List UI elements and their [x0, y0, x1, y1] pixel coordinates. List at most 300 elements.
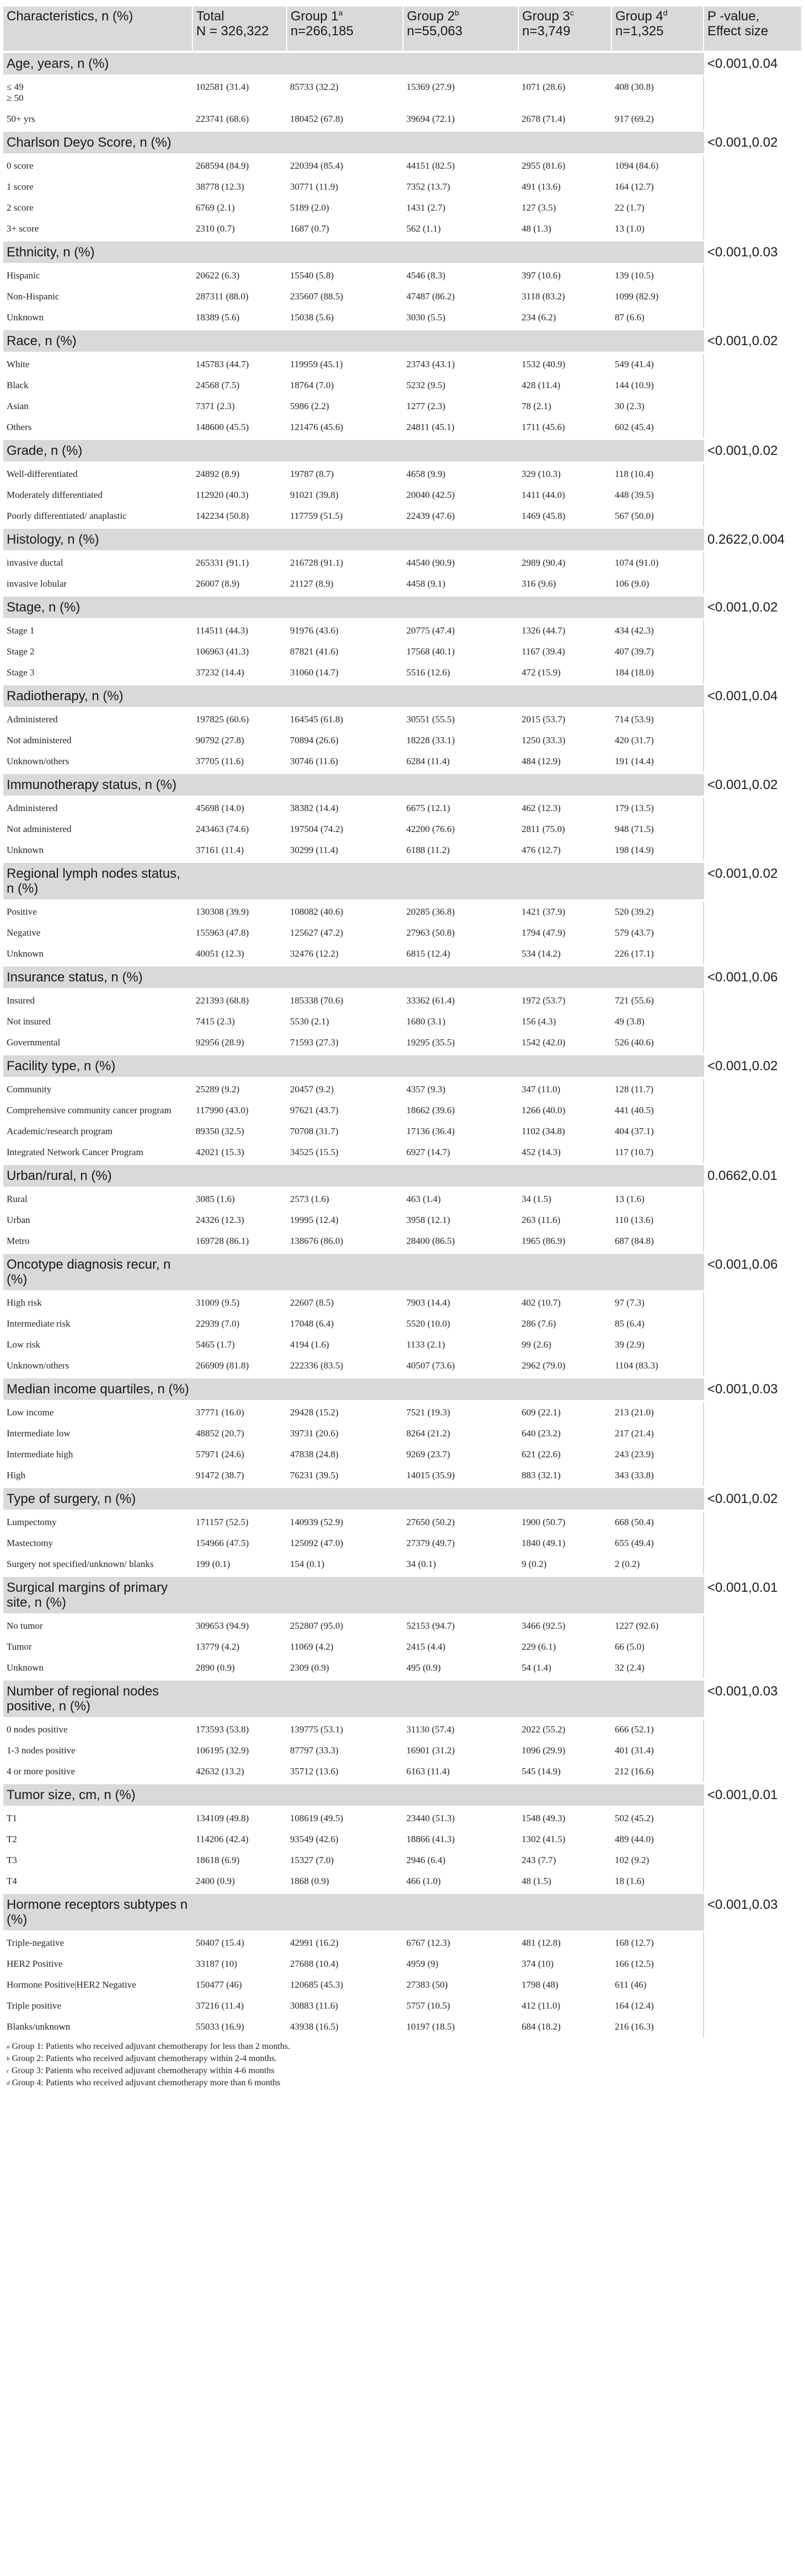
cell-total: 102581 (31.4) — [196, 82, 249, 92]
table-row — [3, 1718, 802, 1740]
section-spacer — [287, 131, 403, 154]
table-row — [3, 353, 802, 375]
section-title: Hormone receptors subtypes n (%) — [3, 1893, 192, 1931]
section-title: Facility type, n (%) — [3, 1054, 192, 1078]
row-label: Moderately differentiated — [7, 490, 103, 500]
section-spacer — [403, 1679, 518, 1718]
cell-group4: 164 (12.7) — [615, 181, 654, 192]
table-row — [3, 1829, 802, 1850]
cell-group3: 234 (6.2) — [522, 312, 556, 323]
cell-group4: 1104 (83.3) — [615, 1360, 658, 1371]
section-pvalue: <0.001,0.01 — [704, 1783, 802, 1807]
cell-group3: 412 (11.0) — [522, 2000, 561, 2011]
table-row — [3, 573, 802, 595]
cell-group1: 18764 (7.0) — [290, 380, 334, 390]
section-spacer — [403, 684, 518, 708]
section-title: Grade, n (%) — [3, 439, 192, 463]
table-row — [3, 485, 802, 506]
cell-total: 268594 (84.9) — [196, 160, 249, 171]
cell-group1: 164545 (61.8) — [290, 714, 344, 724]
table-row — [3, 1954, 802, 1974]
cell-pvalue-empty — [704, 1188, 802, 1210]
cell-group3: 374 (10) — [522, 1958, 554, 1969]
cell-pvalue-empty — [704, 1829, 802, 1850]
row-label: 0 nodes positive — [7, 1724, 68, 1735]
cell-total: 5465 (1.7) — [196, 1339, 235, 1350]
cell-pvalue-empty — [704, 1313, 802, 1334]
cell-pvalue-empty — [704, 1011, 802, 1032]
cell-group1: 4194 (1.6) — [290, 1339, 329, 1350]
section-pvalue: <0.001,0.02 — [704, 773, 802, 797]
cell-pvalue-empty — [704, 1850, 802, 1871]
section-spacer — [518, 52, 611, 76]
row-label: No tumor — [7, 1620, 43, 1631]
cell-total: 37705 (11.6) — [196, 756, 244, 766]
cell-group1: 252807 (95.0) — [290, 1620, 344, 1631]
footnote-mark: c — [7, 2068, 9, 2074]
cell-group2: 14015 (35.9) — [406, 1470, 455, 1480]
cell-group3: 243 (7.7) — [522, 1855, 556, 1865]
cell-group3: 34 (1.5) — [522, 1194, 551, 1204]
cell-total: 243463 (74.6) — [196, 824, 249, 834]
cell-group4: 30 (2.3) — [615, 401, 645, 411]
cell-group4: 434 (42.3) — [615, 625, 654, 636]
section-spacer — [518, 1253, 611, 1291]
cell-group4: 1074 (91.0) — [615, 557, 659, 568]
cell-total: 309653 (94.9) — [196, 1620, 249, 1631]
row-label: Community — [7, 1084, 52, 1094]
cell-group2: 17136 (36.4) — [406, 1126, 455, 1136]
cell-group1: 108082 (40.6) — [290, 906, 344, 917]
section-spacer — [403, 439, 518, 463]
section-spacer — [611, 329, 704, 353]
cell-pvalue-empty — [704, 1291, 802, 1313]
cell-group2: 5232 (9.5) — [406, 380, 446, 390]
section-spacer — [192, 1576, 287, 1614]
cell-pvalue-empty — [704, 463, 802, 485]
section-spacer — [192, 240, 287, 264]
section-spacer — [192, 528, 287, 551]
cell-group4: 13 (1.0) — [615, 223, 645, 234]
cell-group2: 1133 (2.1) — [406, 1339, 446, 1350]
cell-group4: 721 (55.6) — [615, 995, 654, 1006]
cell-group1: 138676 (86.0) — [290, 1236, 344, 1246]
cell-group1: 70708 (31.7) — [290, 1126, 339, 1136]
footnote-mark: b — [7, 2056, 10, 2062]
cell-group4: 18 (1.6) — [615, 1876, 645, 1886]
row-label: 4 or more positive — [7, 1766, 76, 1777]
section-spacer — [611, 684, 704, 708]
section-spacer — [287, 595, 403, 619]
section-title: Stage, n (%) — [3, 595, 192, 619]
cell-total: 24326 (12.3) — [196, 1215, 244, 1225]
table-row — [3, 1188, 802, 1210]
cell-group4: 117 (10.7) — [615, 1147, 654, 1157]
cell-pvalue-empty — [704, 1761, 802, 1783]
cell-pvalue-empty — [704, 2016, 802, 2037]
footnote — [7, 2065, 802, 2077]
cell-group2: 44151 (82.5) — [406, 160, 455, 171]
cell-group4: 212 (16.6) — [615, 1766, 654, 1777]
cell-group3: 609 (22.1) — [522, 1407, 561, 1418]
section-header-row — [3, 1054, 802, 1078]
section-spacer — [518, 965, 611, 989]
cell-pvalue-empty — [704, 1636, 802, 1657]
cell-total: 89350 (32.5) — [196, 1126, 244, 1136]
row-label: Intermediate high — [7, 1449, 73, 1459]
cell-group4: 144 (10.9) — [615, 380, 654, 390]
section-spacer — [287, 1164, 403, 1188]
section-spacer — [518, 131, 611, 154]
row-label: Metro — [7, 1236, 30, 1246]
row-label: 1-3 nodes positive — [7, 1745, 76, 1756]
section-pvalue: 0.2622,0.004 — [704, 528, 802, 551]
cell-group1: 108619 (49.5) — [290, 1813, 344, 1823]
cell-group1: 1687 (0.7) — [290, 223, 329, 234]
table-row — [3, 1871, 802, 1893]
section-header-row — [3, 1783, 802, 1807]
cell-group3: 1965 (86.9) — [522, 1236, 566, 1246]
cell-pvalue-empty — [704, 176, 802, 197]
section-spacer — [518, 329, 611, 353]
cell-group2: 4959 (9) — [406, 1958, 439, 1969]
cell-group2: 6675 (12.1) — [406, 803, 450, 813]
section-spacer — [192, 1783, 287, 1807]
table-row — [3, 1636, 802, 1657]
section-spacer — [611, 595, 704, 619]
section-header-row — [3, 684, 802, 708]
cell-group2: 23440 (51.3) — [406, 1813, 455, 1823]
cell-group4: 85 (6.4) — [615, 1318, 645, 1329]
cell-pvalue-empty — [704, 1718, 802, 1740]
row-label: HER2 Positive — [7, 1958, 63, 1969]
cell-total: 24568 (7.5) — [196, 380, 240, 390]
row-label: Unknown — [7, 312, 44, 323]
section-spacer — [192, 1054, 287, 1078]
cell-pvalue-empty — [704, 662, 802, 684]
cell-group1: 17048 (6.4) — [290, 1318, 334, 1329]
cell-total: 26007 (8.9) — [196, 578, 240, 589]
cell-group4: 1227 (92.6) — [615, 1620, 659, 1631]
table-row — [3, 109, 802, 131]
cell-total: 2310 (0.7) — [196, 223, 235, 234]
cell-group3: 1096 (29.9) — [522, 1745, 566, 1756]
cell-group4: 164 (12.4) — [615, 2000, 654, 2011]
cell-group4: 441 (40.5) — [615, 1105, 654, 1115]
cell-group3: 640 (23.2) — [522, 1428, 561, 1439]
cell-group3: 2989 (90.4) — [522, 557, 566, 568]
cell-group1: 27688 (10.4) — [290, 1958, 339, 1969]
cell-group2: 2946 (6.4) — [406, 1855, 446, 1865]
cell-group3: 1469 (45.8) — [522, 511, 566, 521]
footnote-text: Group 1: Patients who received adjuvant chemotherapy for less than 2 months. — [12, 2042, 291, 2051]
section-spacer — [287, 52, 403, 76]
table-row — [3, 1554, 802, 1576]
cell-group3: 263 (11.6) — [522, 1215, 561, 1225]
cell-group3: 316 (9.6) — [522, 578, 556, 589]
footnote-text: Group 3: Patients who received adjuvant chemotherapy within 4-6 months — [11, 2066, 275, 2075]
section-spacer — [611, 1893, 704, 1931]
section-spacer — [192, 1253, 287, 1291]
table-body — [3, 52, 802, 2037]
row-label: 2 score — [7, 202, 34, 213]
section-header-row — [3, 1253, 802, 1291]
table-row — [3, 1231, 802, 1253]
table-row — [3, 819, 802, 840]
section-header-row — [3, 862, 802, 900]
section-spacer — [192, 1164, 287, 1188]
table-row — [3, 1100, 802, 1121]
cell-group2: 44540 (90.9) — [406, 557, 455, 568]
footnote-mark: a — [7, 2043, 10, 2050]
cell-group2: 15369 (27.9) — [406, 82, 455, 92]
table-row — [3, 1657, 802, 1679]
cell-pvalue-empty — [704, 1554, 802, 1576]
cell-total: 42021 (15.3) — [196, 1147, 244, 1157]
cell-pvalue-empty — [704, 353, 802, 375]
cell-group2: 1277 (2.3) — [406, 401, 446, 411]
cell-group3: 476 (12.7) — [522, 845, 561, 855]
section-spacer — [611, 52, 704, 76]
section-spacer — [287, 329, 403, 353]
cell-group2: 1431 (2.7) — [406, 202, 446, 213]
table-row — [3, 307, 802, 329]
cell-total: 50407 (15.4) — [196, 1938, 244, 1948]
cell-group2: 8264 (21.2) — [406, 1428, 450, 1439]
section-spacer — [192, 439, 287, 463]
section-spacer — [403, 1054, 518, 1078]
cell-group1: 121476 (45.6) — [290, 422, 344, 432]
table-row — [3, 1355, 802, 1377]
cell-group4: 139 (10.5) — [615, 270, 654, 281]
cell-total: 42632 (13.2) — [196, 1766, 244, 1777]
header-group3: Group 3$^c$ n=3,749 — [518, 7, 611, 52]
table-row — [3, 506, 802, 528]
row-label: Unknown — [7, 845, 44, 855]
section-pvalue: <0.001,0.02 — [704, 1487, 802, 1511]
cell-pvalue-empty — [704, 900, 802, 922]
footnote-mark: d — [7, 2080, 10, 2086]
section-title: Number of regional nodes positive, n (%) — [3, 1679, 192, 1718]
cell-group2: 34 (0.1) — [406, 1559, 436, 1569]
cell-group4: 87 (6.6) — [615, 312, 645, 323]
cell-group4: 666 (52.1) — [615, 1724, 654, 1735]
cell-total: 24892 (8.9) — [196, 469, 240, 479]
cell-total: 37771 (16.0) — [196, 1407, 244, 1418]
cell-group1: 97621 (43.7) — [290, 1105, 339, 1115]
cell-group3: 481 (12.8) — [522, 1938, 561, 1948]
table-row — [3, 900, 802, 922]
cell-group1: 120685 (45.3) — [290, 1979, 344, 1990]
section-pvalue: <0.001,0.02 — [704, 329, 802, 353]
cell-total: 265331 (91.1) — [196, 557, 249, 568]
cell-group4: 226 (17.1) — [615, 948, 654, 959]
section-spacer — [287, 1893, 403, 1931]
row-label: 1 score — [7, 181, 34, 192]
cell-group4: 13 (1.6) — [615, 1194, 645, 1204]
cell-group4: 217 (21.4) — [615, 1428, 654, 1439]
table-row — [3, 264, 802, 286]
cell-group3: 1167 (39.4) — [522, 646, 565, 657]
cell-pvalue-empty — [704, 1931, 802, 1954]
section-spacer — [518, 1679, 611, 1718]
section-title: Insurance status, n (%) — [3, 965, 192, 989]
section-spacer — [611, 1164, 704, 1188]
row-label: Low risk — [7, 1339, 40, 1350]
table-row — [3, 1078, 802, 1100]
cell-group1: 117759 (51.5) — [290, 511, 343, 521]
section-header-row — [3, 1164, 802, 1188]
section-spacer — [403, 528, 518, 551]
table-row — [3, 1011, 802, 1032]
cell-group3: 1972 (53.7) — [522, 995, 566, 1006]
section-spacer — [287, 684, 403, 708]
cell-total: 130308 (39.9) — [196, 906, 249, 917]
cell-group4: 1094 (84.6) — [615, 160, 659, 171]
row-label: Integrated Network Cancer Program — [7, 1147, 143, 1157]
cell-group3: 1542 (42.0) — [522, 1037, 566, 1048]
cell-pvalue-empty — [704, 751, 802, 773]
table-row — [3, 989, 802, 1011]
cell-total: 114206 (42.4) — [196, 1834, 249, 1844]
cell-pvalue-empty — [704, 1807, 802, 1829]
cell-group3: 1421 (37.9) — [522, 906, 566, 917]
cell-group3: 99 (2.6) — [522, 1339, 551, 1350]
table-row — [3, 1807, 802, 1829]
cell-group1: 15540 (5.8) — [290, 270, 334, 281]
section-spacer — [287, 1679, 403, 1718]
table-row — [3, 1291, 802, 1313]
row-label: T1 — [7, 1813, 17, 1823]
row-label: Non-Hispanic — [7, 291, 60, 302]
section-spacer — [192, 862, 287, 900]
cell-total: 106195 (32.9) — [196, 1745, 249, 1756]
row-label: Intermediate low — [7, 1428, 71, 1439]
cell-group2: 7521 (19.3) — [406, 1407, 450, 1418]
cell-pvalue-empty — [704, 819, 802, 840]
row-label: Hormone Positive|HER2 Negative — [7, 1979, 136, 1990]
section-spacer — [287, 1487, 403, 1511]
cell-group2: 466 (1.0) — [406, 1876, 441, 1886]
cell-group2: 18662 (39.6) — [406, 1105, 455, 1115]
section-spacer — [403, 862, 518, 900]
cell-group3: 329 (10.3) — [522, 469, 561, 479]
table-row — [3, 662, 802, 684]
cell-pvalue-empty — [704, 1974, 802, 1995]
table-row — [3, 1423, 802, 1444]
table-row — [3, 218, 802, 240]
section-spacer — [611, 773, 704, 797]
cell-pvalue-empty — [704, 375, 802, 396]
table-row — [3, 1401, 802, 1423]
section-spacer — [287, 773, 403, 797]
cell-group3: 462 (12.3) — [522, 803, 561, 813]
footnote-text: Group 2: Patients who received adjuvant chemotherapy within 2-4 months. — [12, 2054, 277, 2063]
row-label: High risk — [7, 1297, 42, 1308]
cell-group4: 32 (2.4) — [615, 1662, 645, 1673]
table-row — [3, 2016, 802, 2037]
section-spacer — [518, 1377, 611, 1401]
cell-group4: 401 (31.4) — [615, 1745, 654, 1756]
cell-total: 91472 (38.7) — [196, 1470, 244, 1480]
cell-group1: 5189 (2.0) — [290, 202, 329, 213]
section-spacer — [192, 52, 287, 76]
cell-group4: 520 (39.2) — [615, 906, 654, 917]
table-row — [3, 176, 802, 197]
cell-group4: 420 (31.7) — [615, 735, 654, 745]
cell-pvalue-empty — [704, 1423, 802, 1444]
section-header-row — [3, 52, 802, 76]
cell-group1: 22607 (8.5) — [290, 1297, 334, 1308]
section-pvalue: <0.001,0.02 — [704, 595, 802, 619]
cell-group1: 125627 (47.2) — [290, 927, 344, 938]
cell-group2: 5516 (12.6) — [406, 667, 450, 678]
header-group1: Group 1$^a$ n=266,185 — [287, 7, 403, 52]
section-spacer — [518, 1487, 611, 1511]
cell-group4: 166 (12.5) — [615, 1958, 654, 1969]
section-spacer — [611, 965, 704, 989]
cell-pvalue-empty — [704, 1401, 802, 1423]
row-label: Well-differentiated — [7, 469, 78, 479]
row-label: Unknown/others — [7, 1360, 69, 1371]
cell-group4: 526 (40.6) — [615, 1037, 654, 1048]
cell-total: 148600 (45.5) — [196, 422, 249, 432]
cell-group2: 3958 (12.1) — [406, 1215, 450, 1225]
cell-group4: 191 (14.4) — [615, 756, 654, 766]
cell-group2: 6163 (11.4) — [406, 1766, 450, 1777]
cell-group3: 78 (2.1) — [522, 401, 551, 411]
section-spacer — [192, 773, 287, 797]
section-header-row — [3, 773, 802, 797]
cell-total: 55033 (16.9) — [196, 2021, 244, 2032]
section-title: Median income quartiles, n (%) — [3, 1377, 192, 1401]
row-label: Hispanic — [7, 270, 40, 281]
section-spacer — [403, 965, 518, 989]
row-label: Academic/research program — [7, 1126, 113, 1136]
section-spacer — [403, 1253, 518, 1291]
cell-group3: 2962 (79.0) — [522, 1360, 566, 1371]
cell-pvalue-empty — [704, 1614, 802, 1636]
header-characteristics: Characteristics, n (%) — [3, 7, 192, 52]
cell-group1: 139775 (53.1) — [290, 1724, 344, 1735]
cell-group2: 3030 (5.5) — [406, 312, 446, 323]
cell-total: 3085 (1.6) — [196, 1194, 235, 1204]
footnote-text: Group 4: Patients who received adjuvant chemotherapy more than 6 months — [12, 2078, 281, 2087]
cell-group2: 4458 (9.1) — [406, 578, 446, 589]
table-row — [3, 1931, 802, 1954]
cell-pvalue-empty — [704, 1954, 802, 1974]
table-row — [3, 417, 802, 439]
cell-group3: 397 (10.6) — [522, 270, 561, 281]
table-row — [3, 641, 802, 662]
section-spacer — [518, 595, 611, 619]
cell-pvalue-empty — [704, 1078, 802, 1100]
section-title: Radiotherapy, n (%) — [3, 684, 192, 708]
cell-group1: 39731 (20.6) — [290, 1428, 339, 1439]
section-pvalue: 0.0662,0.01 — [704, 1164, 802, 1188]
section-spacer — [611, 1054, 704, 1078]
row-label: T4 — [7, 1876, 17, 1886]
cell-total: 145783 (44.7) — [196, 359, 249, 369]
row-label: Not administered — [7, 824, 72, 834]
cell-group2: 23743 (43.1) — [406, 359, 455, 369]
row-label: Tumor — [7, 1641, 32, 1652]
table-row — [3, 840, 802, 862]
table-row — [3, 154, 802, 176]
cell-total: 169728 (86.1) — [196, 1236, 249, 1246]
section-spacer — [287, 528, 403, 551]
section-header-row — [3, 965, 802, 989]
